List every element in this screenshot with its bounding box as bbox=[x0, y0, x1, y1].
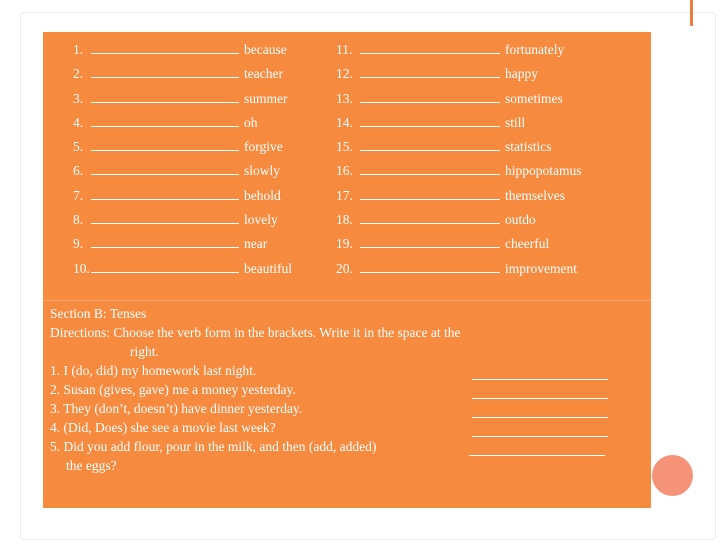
word-label: summer bbox=[244, 90, 288, 106]
word-label: beautiful bbox=[244, 260, 292, 276]
word-row bbox=[73, 232, 333, 256]
section-a-word-list bbox=[43, 32, 651, 301]
answer-line-1[interactable] bbox=[472, 367, 608, 380]
word-row bbox=[336, 62, 636, 86]
answer-blank[interactable] bbox=[360, 114, 500, 127]
item-number: 12. bbox=[336, 66, 353, 82]
answer-blank[interactable] bbox=[360, 138, 500, 151]
item-number: 7. bbox=[73, 187, 84, 203]
word-label: cheerful bbox=[505, 236, 550, 252]
item-number: 5. bbox=[73, 139, 84, 155]
word-label: hippopotamus bbox=[505, 163, 582, 179]
item-number: 2. bbox=[73, 66, 84, 82]
word-label: happy bbox=[505, 66, 538, 82]
section-b-title: Section B: Tenses bbox=[50, 306, 147, 321]
word-label: oh bbox=[244, 114, 258, 130]
item-number: 14. bbox=[336, 114, 353, 130]
item-number: 13. bbox=[336, 90, 353, 106]
item-number: 8. bbox=[73, 212, 84, 228]
answer-blank[interactable] bbox=[360, 211, 500, 224]
word-label: themselves bbox=[505, 187, 565, 203]
word-label: fortunately bbox=[505, 42, 565, 57]
answer-line-3[interactable] bbox=[472, 405, 608, 418]
answer-blank[interactable] bbox=[360, 162, 500, 175]
word-label: sometimes bbox=[505, 90, 563, 106]
item-number: 10. bbox=[73, 260, 90, 276]
answer-blank[interactable] bbox=[360, 90, 500, 103]
question-1: 1. I (do, did) my homework last night. bbox=[50, 363, 257, 378]
word-row bbox=[336, 135, 636, 159]
word-row bbox=[336, 111, 636, 135]
answer-line-5[interactable] bbox=[469, 443, 605, 456]
word-label: still bbox=[505, 114, 526, 130]
answer-blank[interactable] bbox=[91, 90, 239, 103]
word-row bbox=[336, 257, 636, 281]
question-5: 5. Did you add flour, pour in the milk, and then (add, added) bbox=[50, 439, 377, 454]
answer-blank[interactable] bbox=[360, 260, 500, 273]
item-number: 11. bbox=[336, 42, 353, 57]
word-column-left bbox=[73, 38, 333, 281]
item-number: 16. bbox=[336, 163, 353, 179]
word-label: statistics bbox=[505, 139, 552, 155]
question-4: 4. (Did, Does) she see a movie last week? bbox=[50, 420, 276, 435]
directions-text-cont: right. bbox=[130, 344, 159, 359]
item-number: 15. bbox=[336, 139, 353, 155]
word-row bbox=[336, 208, 636, 232]
word-row bbox=[73, 257, 333, 281]
decorative-circle bbox=[652, 455, 693, 496]
word-label: forgive bbox=[244, 139, 283, 155]
question-5-cont: the eggs? bbox=[66, 458, 117, 473]
answer-line-4[interactable] bbox=[472, 424, 608, 437]
word-row bbox=[73, 87, 333, 111]
answer-blank[interactable] bbox=[360, 65, 500, 78]
item-number: 20. bbox=[336, 260, 353, 276]
item-number: 19. bbox=[336, 236, 353, 252]
word-row bbox=[336, 184, 636, 208]
item-number: 1. bbox=[73, 42, 84, 57]
item-number: 4. bbox=[73, 114, 84, 130]
answer-line-2[interactable] bbox=[472, 386, 608, 399]
word-label: teacher bbox=[244, 66, 283, 82]
answer-blank[interactable] bbox=[91, 211, 239, 224]
section-b-tenses bbox=[43, 301, 651, 508]
word-label: because bbox=[244, 42, 287, 57]
word-row bbox=[336, 87, 636, 111]
word-label: improvement bbox=[505, 260, 577, 276]
word-row bbox=[73, 38, 333, 62]
answer-blank[interactable] bbox=[91, 235, 239, 248]
word-label: slowly bbox=[244, 163, 281, 179]
corner-accent-bar bbox=[690, 0, 693, 26]
question-2: 2. Susan (gives, gave) me a money yesterday. bbox=[50, 382, 296, 397]
word-row bbox=[73, 159, 333, 183]
directions-text: Directions: Choose the verb form in the brackets. Write it in the space at the bbox=[50, 325, 461, 340]
answer-blank[interactable] bbox=[360, 41, 500, 54]
question-3: 3. They (don’t, doesn’t) have dinner yesterday. bbox=[50, 401, 303, 416]
worksheet-table bbox=[43, 32, 651, 508]
answer-blank[interactable] bbox=[91, 138, 239, 151]
item-number: 17. bbox=[336, 187, 353, 203]
answer-blank[interactable] bbox=[360, 187, 500, 200]
answer-blank[interactable] bbox=[91, 114, 239, 127]
answer-blank[interactable] bbox=[91, 162, 239, 175]
answer-blank[interactable] bbox=[91, 260, 239, 273]
word-row bbox=[336, 38, 636, 62]
answer-blank[interactable] bbox=[360, 235, 500, 248]
word-label: lovely bbox=[244, 212, 278, 228]
answer-blank[interactable] bbox=[91, 187, 239, 200]
word-row bbox=[336, 159, 636, 183]
word-row bbox=[73, 135, 333, 159]
word-label: behold bbox=[244, 187, 281, 203]
word-column-right bbox=[336, 38, 636, 281]
word-label: near bbox=[244, 236, 268, 252]
word-label: outdo bbox=[505, 212, 536, 228]
item-number: 18. bbox=[336, 212, 353, 228]
word-row bbox=[336, 232, 636, 256]
answer-blank[interactable] bbox=[91, 41, 239, 54]
item-number: 9. bbox=[73, 236, 84, 252]
word-row bbox=[73, 111, 333, 135]
answer-blank[interactable] bbox=[91, 65, 239, 78]
item-number: 3. bbox=[73, 90, 84, 106]
word-row bbox=[73, 208, 333, 232]
item-number: 6. bbox=[73, 163, 84, 179]
word-row bbox=[73, 62, 333, 86]
word-row bbox=[73, 184, 333, 208]
